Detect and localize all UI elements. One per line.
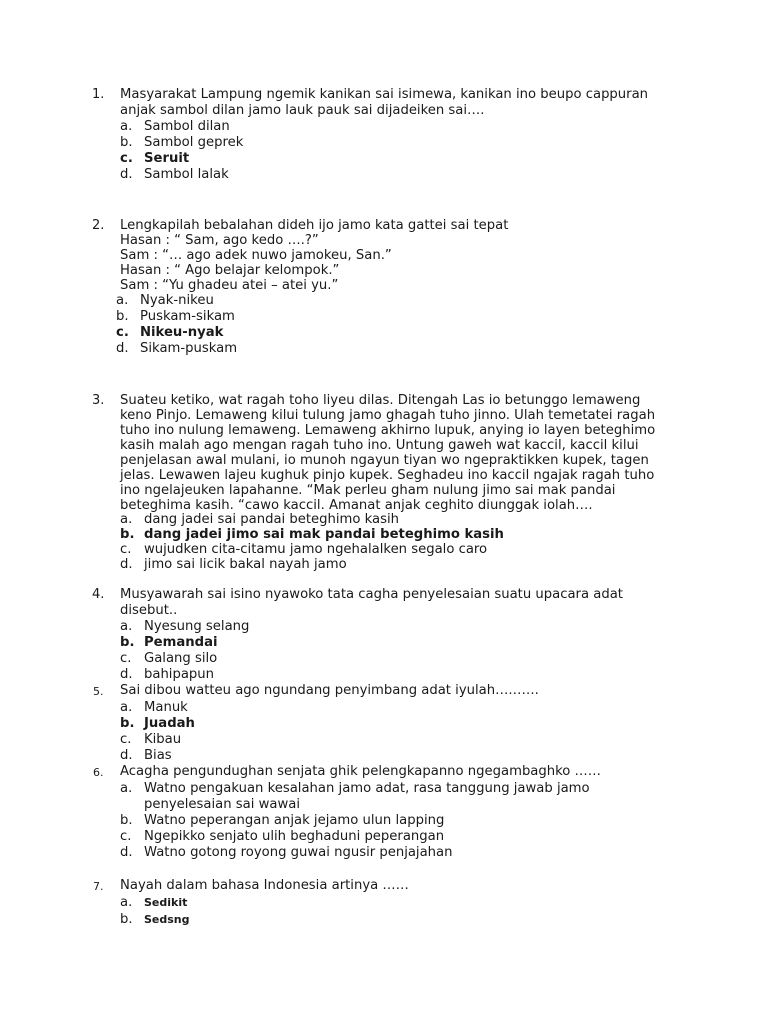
question-number: 2. <box>92 218 105 233</box>
option-letter: b. <box>120 912 133 927</box>
question-number: 6. <box>93 766 104 779</box>
question-number: 5. <box>93 685 104 698</box>
option-letter: a. <box>116 293 129 308</box>
option-text: Nyak-nikeu <box>140 293 214 308</box>
option-letter: a. <box>120 119 133 134</box>
question-text-line: penjelasan awal mulani, io munoh ngayun tiyan wo ngepraktikken kupek, tagen <box>120 453 649 468</box>
option-text: Sambol lalak <box>144 167 229 182</box>
question-text-line: Lengkapilah bebalahan dideh ijo jamo kata gattei sai tepat <box>120 218 509 233</box>
option-text: Ngepikko senjato ulih beghaduni peperangan <box>144 829 445 844</box>
question-text-line: ino ngelajeuken lapahanne. “Mak perleu gham nulung jimo sai mak pandai <box>120 483 616 498</box>
option-text: Sedikit <box>144 896 188 909</box>
option-letter: a. <box>120 619 133 634</box>
option-text: Sikam-puskam <box>140 341 238 356</box>
option-letter: b. <box>120 135 133 150</box>
option-text: Watno peperangan anjak jejamo ulun lapping <box>144 813 445 828</box>
option-text: Juadah <box>144 716 195 731</box>
option-text: Seruit <box>144 151 190 166</box>
dialogue-line: Hasan : “ Ago belajar kelompok.” <box>120 263 340 278</box>
option-letter: c. <box>120 151 133 166</box>
option-letter: a. <box>120 781 133 796</box>
option-text: Nikeu-nyak <box>140 325 224 340</box>
option-text: Puskam-sikam <box>140 309 235 324</box>
dialogue-line: Hasan : “ Sam, ago kedo ….?” <box>120 233 319 248</box>
question-text-line: Acagha pengundughan senjata ghik pelengkapanno ngegambaghko …… <box>120 764 601 779</box>
question-text-line: Masyarakat Lampung ngemik kanikan sai isimewa, kanikan ino beupo cappuran <box>120 87 649 102</box>
option-text: dang jadei jimo sai mak pandai beteghimo kasih <box>144 527 504 542</box>
option-text: Watno gotong royong guwai ngusir penjajahan <box>144 845 453 860</box>
option-text: Bias <box>144 748 172 763</box>
option-text: Kibau <box>144 732 182 747</box>
question-text-line: kasih malah ago mengan ragah tuho ino. Untung gaweh wat kaccil, kaccil kilui <box>120 438 639 453</box>
question-text-line: Nayah dalam bahasa Indonesia artinya …… <box>120 878 409 893</box>
question-number: 3. <box>92 393 105 408</box>
option-text: Sambol geprek <box>144 135 244 150</box>
option-letter: b. <box>120 635 135 650</box>
option-letter: b. <box>116 309 129 324</box>
option-letter: d. <box>116 341 129 356</box>
dialogue-line: Sam : “… ago adek nuwo jamokeu, San.” <box>120 248 392 263</box>
option-text: wujudken cita-citamu jamo ngehalalken segalo caro <box>144 542 488 557</box>
option-letter: d. <box>120 845 133 860</box>
option-letter: c. <box>120 651 132 666</box>
dialogue-line: Sam : “Yu ghadeu atei – atei yu.” <box>120 278 339 293</box>
option-letter: b. <box>120 527 135 542</box>
option-letter: b. <box>120 813 133 828</box>
option-text: Watno pengakuan kesalahan jamo adat, rasa tanggung jawab jamo <box>144 781 590 796</box>
option-text: dang jadei sai pandai beteghimo kasih <box>144 512 400 527</box>
question-text-line: keno Pinjo. Lemaweng kilui tulung jamo ghagah tuho jinno. Ulah temetatei ragah <box>120 408 656 423</box>
question-number: 7. <box>93 880 104 893</box>
option-letter: a. <box>120 512 133 527</box>
option-letter: c. <box>120 542 132 557</box>
option-text: Nyesung selang <box>144 619 250 634</box>
question-text-line: jelas. Lewawen lajeu kughuk pinjo kupek. Seghadeu ino kaccil ngajak ragah tuho <box>120 468 655 483</box>
question-text-line: anjak sambol dilan jamo lauk pauk sai dijadeiken sai…. <box>120 103 485 118</box>
option-text: Sedsng <box>144 913 190 926</box>
question-number: 4. <box>92 587 105 602</box>
question-text-line: Sai dibou watteu ago ngundang penyimbang adat iyulah………. <box>120 683 539 698</box>
option-letter: c. <box>120 829 132 844</box>
option-letter: b. <box>120 716 135 731</box>
question-text-line: beteghima kasih. “cawo kaccil. Amanat anjak ceghito diunggak iolah…. <box>120 498 593 513</box>
option-letter: c. <box>120 732 132 747</box>
option-letter: c. <box>116 325 129 340</box>
option-text: bahipapun <box>144 667 215 682</box>
option-letter: d. <box>120 557 133 572</box>
option-letter: a. <box>120 700 133 715</box>
option-text: Manuk <box>144 700 188 715</box>
option-text: Galang silo <box>144 651 218 666</box>
option-text: jimo sai licik bakal nayah jamo <box>144 557 347 572</box>
option-text: Pemandai <box>144 635 218 650</box>
question-text-line: Musyawarah sai isino nyawoko tata cagha penyelesaian suatu upacara adat <box>120 587 623 602</box>
option-letter: d. <box>120 167 133 182</box>
question-number: 1. <box>92 87 105 102</box>
option-text: penyelesaian sai wawai <box>144 797 300 812</box>
option-letter: d. <box>120 667 133 682</box>
option-letter: a. <box>120 895 133 910</box>
option-letter: d. <box>120 748 133 763</box>
question-text-line: disebut.. <box>120 603 178 618</box>
option-text: Sambol dilan <box>144 119 230 134</box>
question-text-line: Suateu ketiko, wat ragah toho liyeu dilas. Ditengah Las io betunggo lemaweng <box>120 393 641 408</box>
question-text-line: tuho ino nulung lemaweng. Lemaweng akhirno lupuk, anying io layen beteghimo <box>120 423 656 438</box>
